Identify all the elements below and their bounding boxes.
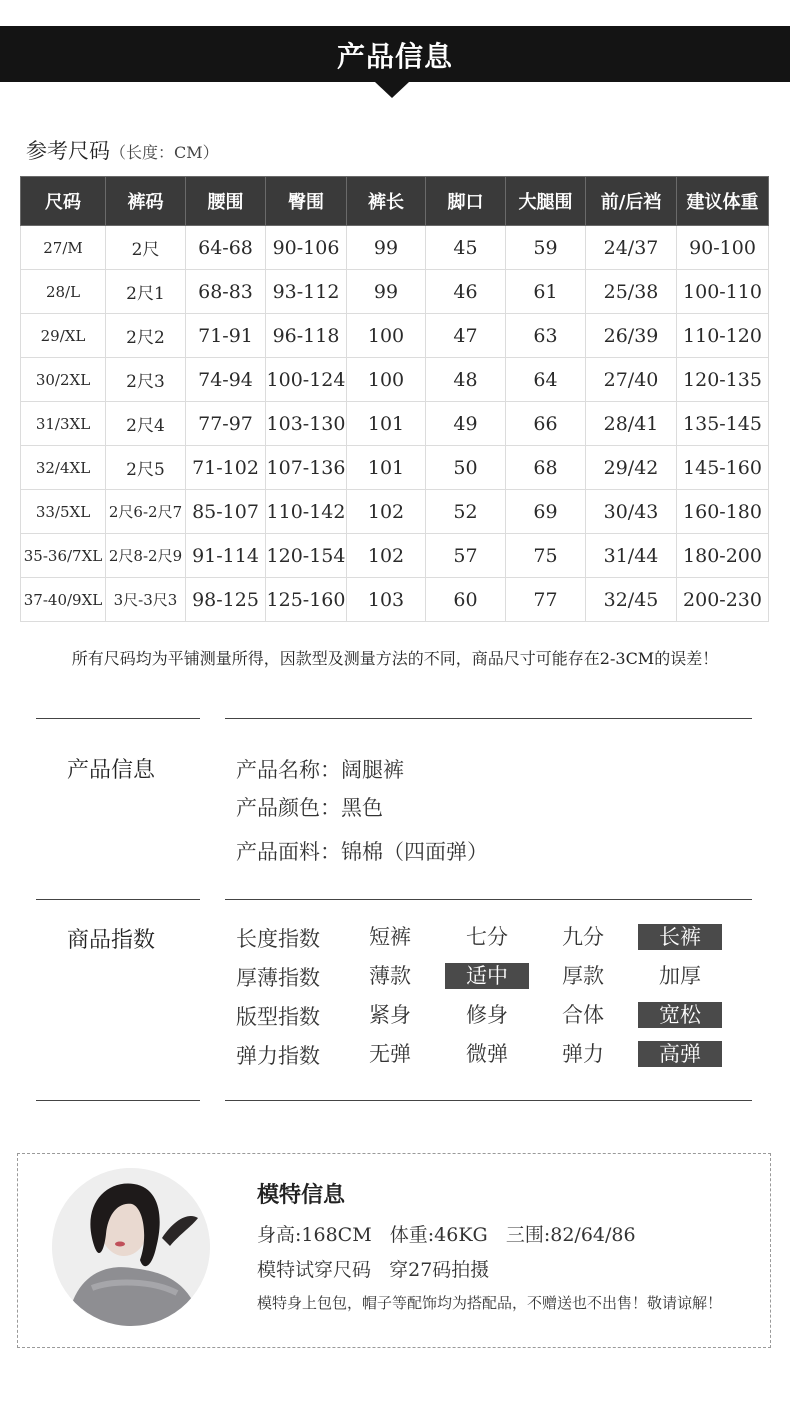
size-chart-title xyxy=(26,135,219,165)
index-option: 无弹 xyxy=(369,1042,411,1066)
table-cell: 120-135 xyxy=(677,358,769,402)
table-cell: 101 xyxy=(347,446,426,490)
table-cell: 48 xyxy=(426,358,506,402)
table-cell: 101 xyxy=(347,402,426,446)
table-cell: 30/43 xyxy=(586,490,677,534)
table-cell: 74-94 xyxy=(186,358,266,402)
table-cell: 31/3XL xyxy=(21,402,106,446)
table-cell: 180-200 xyxy=(677,534,769,578)
index-option: 紧身 xyxy=(369,1003,411,1027)
table-cell: 60 xyxy=(426,578,506,622)
table-cell: 200-230 xyxy=(677,578,769,622)
table-cell: 103 xyxy=(347,578,426,622)
table-row xyxy=(21,226,769,270)
index-option: 短裤 xyxy=(369,925,411,949)
table-row xyxy=(21,490,769,534)
table-cell: 52 xyxy=(426,490,506,534)
table-cell: 25/38 xyxy=(586,270,677,314)
table-cell: 100 xyxy=(347,314,426,358)
table-cell: 2尺2 xyxy=(106,314,186,358)
table-cell: 71-91 xyxy=(186,314,266,358)
size-chart-heading: 参考尺码 xyxy=(26,139,110,163)
divider xyxy=(225,1100,752,1101)
table-cell: 77 xyxy=(506,578,586,622)
column-header: 裤码 xyxy=(106,177,186,226)
product-info-label: 产品信息 xyxy=(67,758,156,783)
divider xyxy=(36,718,200,719)
index-option-selected: 高弹 xyxy=(638,1041,722,1067)
table-row xyxy=(21,578,769,622)
table-cell: 33/5XL xyxy=(21,490,106,534)
index-option: 微弹 xyxy=(466,1042,508,1066)
index-name: 版型指数 xyxy=(236,1005,320,1029)
table-cell: 32/4XL xyxy=(21,446,106,490)
size-chart-table xyxy=(20,176,769,622)
divider xyxy=(36,899,200,900)
table-cell: 2尺8-2尺9 xyxy=(106,534,186,578)
table-cell: 135-145 xyxy=(677,402,769,446)
model-info-title: 模特信息 xyxy=(257,1182,346,1208)
table-cell: 35-36/7XL xyxy=(21,534,106,578)
table-cell: 2尺3 xyxy=(106,358,186,402)
index-option-selected: 长裤 xyxy=(638,924,722,950)
table-cell: 49 xyxy=(426,402,506,446)
table-row xyxy=(21,314,769,358)
table-row xyxy=(21,358,769,402)
table-cell: 50 xyxy=(426,446,506,490)
table-cell: 61 xyxy=(506,270,586,314)
index-name: 弹力指数 xyxy=(236,1044,320,1068)
model-stats: 身高:168CM 体重:46KG 三围:82/64/86 xyxy=(257,1224,636,1246)
table-cell: 102 xyxy=(347,490,426,534)
table-cell: 98-125 xyxy=(186,578,266,622)
model-portrait-image xyxy=(52,1168,210,1326)
column-header: 大腿围 xyxy=(506,177,586,226)
index-option: 厚款 xyxy=(562,964,604,988)
column-header: 脚口 xyxy=(426,177,506,226)
table-cell: 120-154 xyxy=(266,534,347,578)
table-cell: 100 xyxy=(347,358,426,402)
index-option: 合体 xyxy=(562,1003,604,1027)
table-cell: 59 xyxy=(506,226,586,270)
table-cell: 145-160 xyxy=(677,446,769,490)
table-cell: 2尺1 xyxy=(106,270,186,314)
banner-pointer xyxy=(375,82,409,98)
table-cell: 32/45 xyxy=(586,578,677,622)
table-cell: 99 xyxy=(347,226,426,270)
index-option: 修身 xyxy=(466,1003,508,1027)
table-cell: 75 xyxy=(506,534,586,578)
column-header: 前/后裆 xyxy=(586,177,677,226)
table-cell: 2尺4 xyxy=(106,402,186,446)
size-chart-body xyxy=(21,226,769,622)
table-cell: 102 xyxy=(347,534,426,578)
divider xyxy=(36,1100,200,1101)
index-option: 加厚 xyxy=(659,964,701,988)
column-header: 尺码 xyxy=(21,177,106,226)
table-row xyxy=(21,402,769,446)
table-cell: 64-68 xyxy=(186,226,266,270)
table-cell: 28/L xyxy=(21,270,106,314)
divider xyxy=(225,899,752,900)
table-row xyxy=(21,534,769,578)
size-chart-unit: （长度：CM） xyxy=(110,143,219,162)
table-cell: 69 xyxy=(506,490,586,534)
index-option: 九分 xyxy=(562,925,604,949)
table-cell: 24/37 xyxy=(586,226,677,270)
table-cell: 2尺6-2尺7 xyxy=(106,490,186,534)
table-cell: 68-83 xyxy=(186,270,266,314)
table-cell: 64 xyxy=(506,358,586,402)
product-color: 产品颜色：黑色 xyxy=(236,796,383,820)
table-cell: 125-160 xyxy=(266,578,347,622)
table-cell: 85-107 xyxy=(186,490,266,534)
table-cell: 29/XL xyxy=(21,314,106,358)
table-cell: 77-97 xyxy=(186,402,266,446)
table-cell: 100-124 xyxy=(266,358,347,402)
table-cell: 37-40/9XL xyxy=(21,578,106,622)
table-cell: 3尺-3尺3 xyxy=(106,578,186,622)
header-banner xyxy=(0,26,790,82)
table-cell: 31/44 xyxy=(586,534,677,578)
model-size-worn: 模特试穿尺码 穿27码拍摄 xyxy=(257,1259,490,1281)
table-cell: 96-118 xyxy=(266,314,347,358)
product-fabric: 产品面料：锦棉（四面弹） xyxy=(236,840,488,864)
table-cell: 90-100 xyxy=(677,226,769,270)
model-photo xyxy=(52,1168,210,1326)
table-cell: 63 xyxy=(506,314,586,358)
size-note: 所有尺码均为平铺测量所得，因款型及测量方法的不同，商品尺寸可能存在2-3CM的误差！ xyxy=(71,649,719,668)
table-cell: 103-130 xyxy=(266,402,347,446)
table-cell: 28/41 xyxy=(586,402,677,446)
table-cell: 2尺 xyxy=(106,226,186,270)
size-chart-header-row xyxy=(21,177,769,226)
index-option: 七分 xyxy=(466,925,508,949)
table-cell: 160-180 xyxy=(677,490,769,534)
product-index-label: 商品指数 xyxy=(67,928,156,953)
table-cell: 100-110 xyxy=(677,270,769,314)
table-cell: 2尺5 xyxy=(106,446,186,490)
column-header: 腰围 xyxy=(186,177,266,226)
product-name: 产品名称：阔腿裤 xyxy=(236,758,404,782)
table-cell: 110-142 xyxy=(266,490,347,534)
index-option: 弹力 xyxy=(562,1042,604,1066)
table-cell: 26/39 xyxy=(586,314,677,358)
page-title: 产品信息 xyxy=(336,40,453,73)
table-cell: 47 xyxy=(426,314,506,358)
table-cell: 30/2XL xyxy=(21,358,106,402)
table-cell: 90-106 xyxy=(266,226,347,270)
index-option-selected: 宽松 xyxy=(638,1002,722,1028)
table-cell: 68 xyxy=(506,446,586,490)
divider xyxy=(225,718,752,719)
index-name: 厚薄指数 xyxy=(236,966,320,990)
index-option: 薄款 xyxy=(369,964,411,988)
table-cell: 99 xyxy=(347,270,426,314)
table-cell: 110-120 xyxy=(677,314,769,358)
table-cell: 107-136 xyxy=(266,446,347,490)
table-row xyxy=(21,270,769,314)
table-cell: 27/40 xyxy=(586,358,677,402)
table-cell: 27/M xyxy=(21,226,106,270)
column-header: 裤长 xyxy=(347,177,426,226)
table-cell: 45 xyxy=(426,226,506,270)
table-cell: 71-102 xyxy=(186,446,266,490)
index-option-selected: 适中 xyxy=(445,963,529,989)
table-cell: 66 xyxy=(506,402,586,446)
table-cell: 46 xyxy=(426,270,506,314)
table-cell: 91-114 xyxy=(186,534,266,578)
index-name: 长度指数 xyxy=(236,927,320,951)
column-header: 建议体重 xyxy=(677,177,769,226)
table-cell: 57 xyxy=(426,534,506,578)
table-row xyxy=(21,446,769,490)
table-cell: 29/42 xyxy=(586,446,677,490)
table-cell: 93-112 xyxy=(266,270,347,314)
model-disclaimer: 模特身上包包，帽子等配饰均为搭配品，不赠送也不出售！敬请谅解！ xyxy=(257,1294,723,1312)
column-header: 臀围 xyxy=(266,177,347,226)
